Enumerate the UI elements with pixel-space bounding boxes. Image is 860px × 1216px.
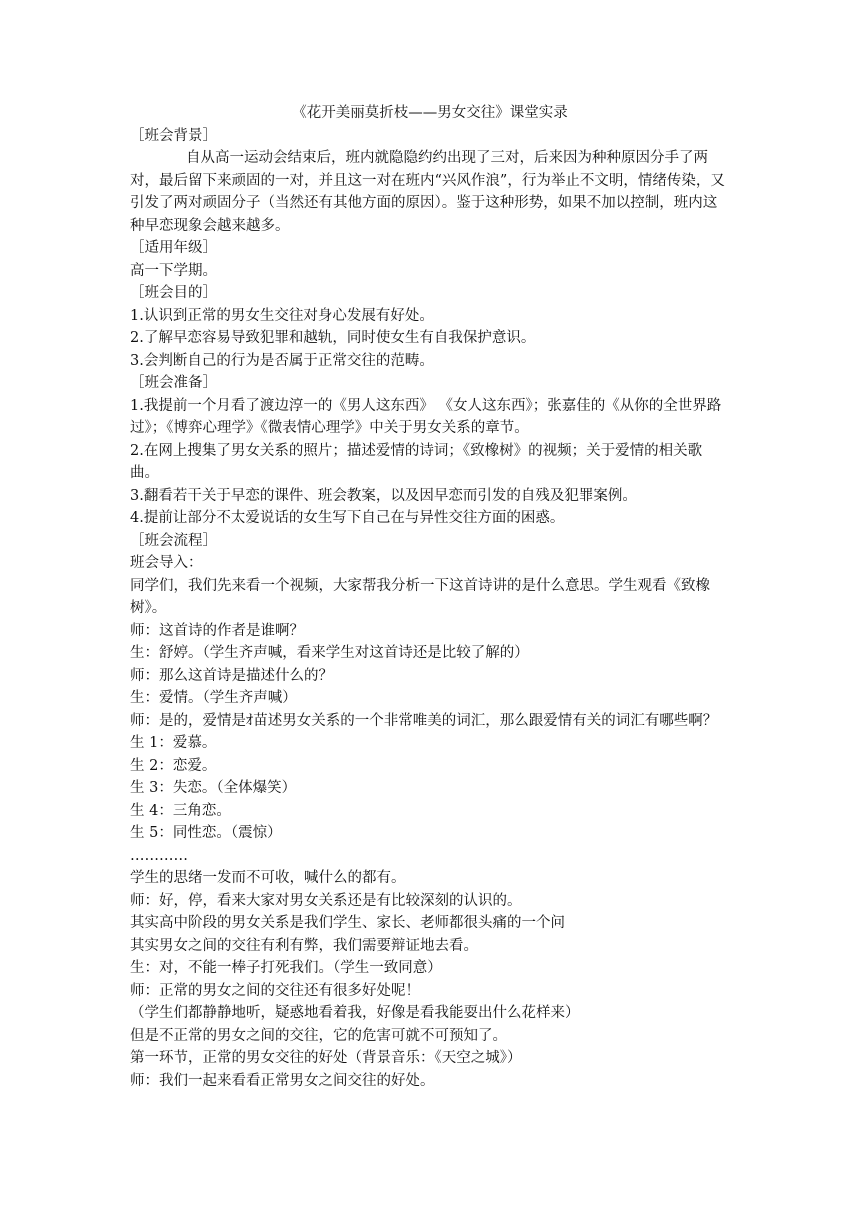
preparation-item-3: 3.翻看若干关于早恋的课件、班会教案，以及因早恋而引发的自残及犯罪案例。	[130, 487, 637, 504]
process-intro-text: 同学们，我们先来看一个视频，大家帮我分析一下这首诗讲的是什么意思。学生观看《致橡树》。	[130, 577, 710, 616]
dialogue-line: 师：我们一起来看看正常男女之间交往的好处。	[130, 1072, 435, 1089]
dialogue-line: 生：舒婷。（学生齐声喊，看来学生对这首诗还是比较了解的）	[130, 645, 529, 661]
dialogue-line: 师：这首诗的作者是谁啊？	[130, 622, 304, 639]
dialogue-line: 师：是的，爱情是ｵ苗述男女关系的一个非常唯美的词汇，那么跟爱情有关的词汇有哪些啊？	[130, 712, 718, 729]
process-intro-heading: 班会导入：	[130, 555, 203, 571]
dialogue-line: （学生们都静静地听，疑惑地看着我，好像是看我能耍出什么花样来）	[130, 1005, 580, 1021]
dialogue-line: 其实高中阶段的男女关系是我们学生、家长、老师都很头痛的一个问	[130, 915, 565, 931]
preparation-item-1: 1.我提前一个月看了渡边淳一的《男人这东西》 《女人这东西》；张嘉佳的《从你的全世界路过》；《博弈心理学》《微表情心理学》中关于男女关系的章节。	[130, 397, 722, 436]
dialogue-line: 师：好，停，看来大家对男女关系还是有比较深刻的认识的。	[130, 892, 522, 909]
dialogue-line: 生 2：恋爱。	[130, 757, 217, 774]
page-title: 《花开美丽莫折枝——男女交往》课堂实录	[292, 105, 568, 121]
section-heading-background: ［班会背景］	[130, 127, 217, 144]
purpose-item-2: 2.了解早恋容易导致犯罪和越轨，同时使女生有自我保护意识。	[130, 330, 536, 346]
dialogue-line: 学生的思绪一发而不可收，喊什么的都有。	[130, 870, 406, 886]
dialogue-line: 师：正常的男女之间的交往还有很多好处呢！	[130, 982, 420, 999]
dialogue-line: 生 4：三角恋。	[130, 802, 231, 819]
dialogue-line: 生 3：失恋。（全体爆笑）	[130, 780, 297, 796]
dialogue-line: 但是不正常的男女之间的交往，它的危害可就不可预知了。	[130, 1027, 507, 1044]
dialogue-line: 生：爱情。（学生齐声喊）	[130, 690, 297, 706]
purpose-item-1: 1.认识到正常的男女生交往对身心发展有好处。	[130, 307, 434, 324]
dialogue-line: 生 5：同性恋。（震惊）	[130, 825, 282, 841]
dialogue-line: 生：对，不能一棒子打死我们。（学生一致同意）	[130, 960, 442, 976]
preparation-item-4: 4.提前让部分不太爱说话的女生写下自己在与异性交往方面的困惑。	[130, 510, 565, 526]
section-heading-grade: ［适用年级］	[130, 240, 217, 256]
ellipsis-line: …………	[130, 847, 188, 864]
background-paragraph: 自从高一运动会结束后，班内就隐隐约约出现了三对，后来因为种种原因分手了两对，最后留下来顽固的一对，并且这一对在班内“兴风作浪”，行为举止不文明，情绪传染，又引发了两对顽固分子（当然还有其他方面的原因）。鉴于这种形势，如果不加以控制，班内这种早恋现象会越来越多。	[130, 150, 725, 234]
preparation-item-2: 2.在网上搜集了男女关系的照片；描述爱情的诗词；《致橡树》的视频；关于爱情的相关歌曲。	[130, 442, 703, 481]
purpose-item-3: 3.会判断自己的行为是否属于正常交往的范畴。	[130, 352, 434, 369]
dialogue-line: 师：那么这首诗是描述什么的？	[130, 667, 333, 684]
section-heading-process: ［班会流程］	[130, 532, 217, 549]
dialogue-line: 其实男女之间的交往有利有弊，我们需要辩证地去看。	[130, 937, 478, 954]
grade-text: 高一下学期。	[130, 262, 217, 279]
document-body	[130, 102, 730, 1092]
section-step-1-heading: 第一环节，正常的男女交往的好处（背景音乐：《天空之城》）	[130, 1050, 522, 1066]
section-heading-purpose: ［班会目的］	[130, 285, 217, 301]
dialogue-line: 生 1：爱慕。	[130, 735, 217, 751]
section-heading-preparation: ［班会准备］	[130, 375, 217, 391]
